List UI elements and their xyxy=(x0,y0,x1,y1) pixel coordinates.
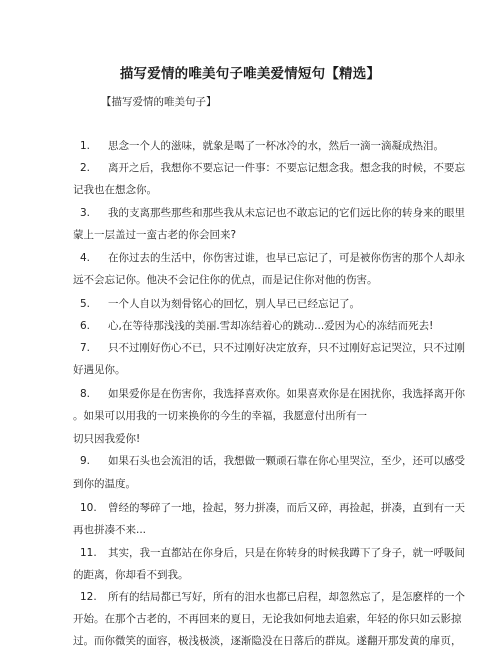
paragraph-text: 好遇见你。 xyxy=(73,364,126,376)
paragraph-number: 7. xyxy=(80,342,91,354)
paragraph-text: 离开之后，我想你不要忘记一件事：不要忘记想念我。想念我的时候，不要忘 xyxy=(108,162,465,174)
paragraph-text: 心,在等待那浅浅的美丽.雪却冻结着心的跳动...爱因为心的冻结而死去! xyxy=(108,320,434,332)
paragraph-line xyxy=(73,476,136,491)
paragraph-number: 4. xyxy=(80,252,91,264)
paragraph-text: 思念一个人的滋味，就象是喝了一杯冰冷的水，然后一滴一滴凝成热泪。 xyxy=(108,140,444,152)
paragraph-text: 到你的温度。 xyxy=(73,478,136,490)
paragraph-line-first xyxy=(80,250,465,265)
paragraph-line xyxy=(73,408,367,423)
paragraph-number: 9. xyxy=(80,455,91,467)
paragraph-text: 记我也在想念你。 xyxy=(73,184,157,196)
paragraph-line-first xyxy=(80,500,465,515)
paragraph-text: 过。而你微笑的面容，极浅极淡，逐渐隐没在日落后的群岚。遂翻开那发黄的扉页， xyxy=(73,635,462,647)
paragraph-text: 只不过刚好伤心不已，只不过刚好决定放弃，只不过刚好忘记哭泣，只不过刚 xyxy=(108,342,465,354)
paragraph-line xyxy=(73,431,140,446)
paragraph-line xyxy=(73,567,189,582)
paragraph-line-first xyxy=(80,138,444,153)
paragraph-text: 蒙上一层盖过一蛮古老的你会回来? xyxy=(73,229,237,241)
paragraph-text: 的距离，你却看不到我。 xyxy=(73,569,189,581)
paragraph-line-first xyxy=(80,453,465,468)
paragraph-text: 再也拼凑不来... xyxy=(73,524,147,536)
section-heading: 【描写爱情的唯美句子】 xyxy=(101,96,217,108)
paragraph-line-first xyxy=(80,205,465,220)
paragraph-text: 曾经的琴碎了一地，捡起，努力拼凑，而后又碎，再捡起，拼凑，直到有一天 xyxy=(108,502,465,514)
paragraph-line-first xyxy=(80,160,465,175)
page-title: 描写爱情的唯美句子唯美爱情短句【精选】 xyxy=(119,66,381,82)
paragraph-number: 3. xyxy=(80,207,91,219)
paragraph-text: 开始。在那个古老的，不再回来的夏日，无论我如何地去追索，年轻的你只如云影掠 xyxy=(73,613,462,625)
paragraph-number: 2. xyxy=(80,162,91,174)
paragraph-line xyxy=(73,633,462,648)
paragraph-text: 其实，我一直都站在你身后，只是在你转身的时候我蹲下了身子，就一呼吸间 xyxy=(108,547,465,559)
paragraph-line xyxy=(73,522,146,537)
paragraph-text: 如果爱你是在伤害你，我选择喜欢你。如果喜欢你是在困扰你，我选择离开你 xyxy=(108,388,465,400)
paragraph-number: 10. xyxy=(80,502,97,514)
paragraph-line xyxy=(73,611,462,626)
paragraph-text: 所有的结局都已写好，所有的泪水也都已启程，却忽然忘了，是怎麽样的一个 xyxy=(108,591,465,603)
paragraph-text: 。如果可以用我的一切来换你的今生的幸福，我愿意付出所有一 xyxy=(73,410,367,422)
paragraph-text: 一个人自以为刻骨铭心的回忆，别人早已已经忘记了。 xyxy=(108,298,360,310)
paragraph-number: 6. xyxy=(80,320,91,332)
paragraph-line-first xyxy=(80,386,465,401)
paragraph-line xyxy=(73,272,378,287)
paragraph-text: 切只因我爱你! xyxy=(73,433,141,445)
paragraph-text: 我的支离那些那些和那些我从未忘记也不敢忘记的它们远比你的转身来的眼里 xyxy=(108,207,465,219)
paragraph-line xyxy=(73,182,157,197)
paragraph-number: 8. xyxy=(80,388,91,400)
paragraph-line xyxy=(73,362,126,377)
paragraph-line xyxy=(73,227,236,242)
paragraph-text: 在你过去的生活中，你伤害过谁，也早已忘记了，可是被你伤害的那个人却永 xyxy=(108,252,465,264)
paragraph-number: 12. xyxy=(80,591,97,603)
paragraph-line-first xyxy=(80,340,465,355)
paragraph-line-first xyxy=(80,318,433,333)
paragraph-text: 远不会忘记你。他决不会记住你的优点，而是记住你对他的伤害。 xyxy=(73,274,378,286)
paragraph-line-first xyxy=(80,589,465,604)
paragraph-number: 11. xyxy=(80,547,97,559)
paragraph-line-first xyxy=(80,296,360,311)
paragraph-number: 5. xyxy=(80,298,91,310)
paragraph-text: 如果石头也会流泪的话，我想做一颗顽石靠在你心里哭泣，至少，还可以感受 xyxy=(108,455,465,467)
paragraph-number: 1. xyxy=(80,140,91,152)
paragraph-line-first xyxy=(80,545,465,560)
